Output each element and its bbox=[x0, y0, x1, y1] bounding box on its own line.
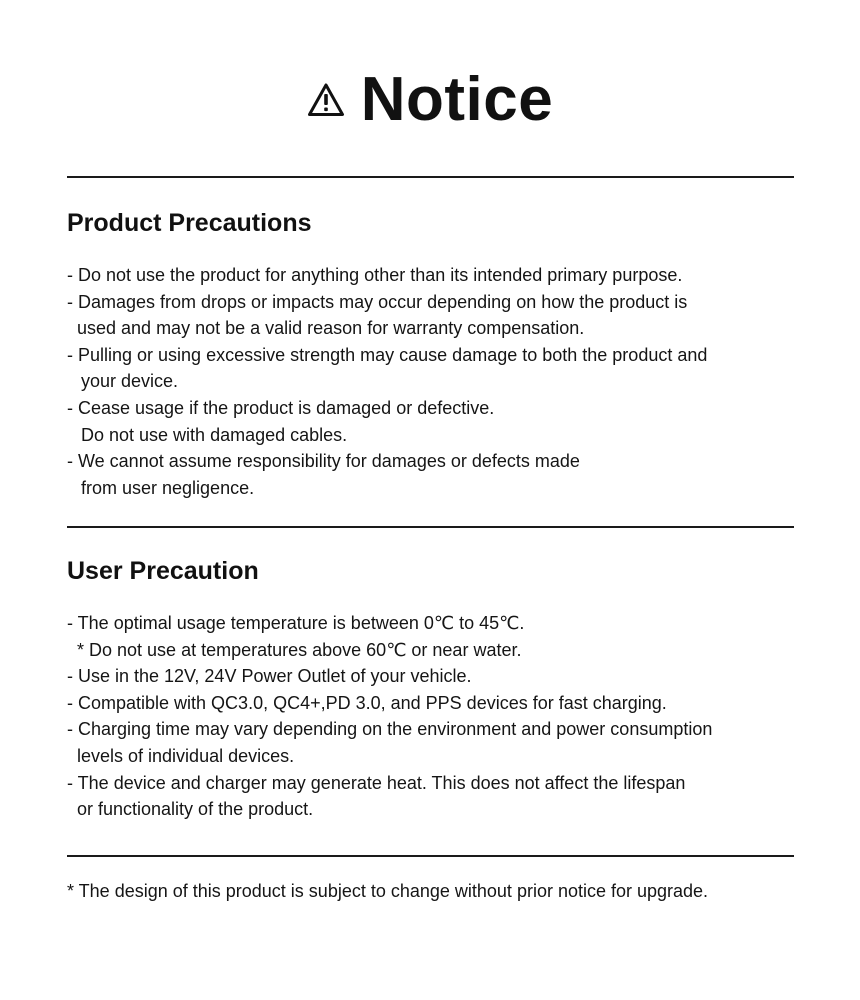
list-item bbox=[67, 770, 807, 823]
product-precautions-section bbox=[67, 206, 807, 501]
list-item bbox=[67, 448, 807, 501]
divider-middle bbox=[67, 526, 794, 528]
list-item bbox=[67, 690, 807, 717]
warning-triangle-icon bbox=[307, 82, 345, 118]
list-item-line: used and may not be a valid reason for warranty compensation. bbox=[77, 318, 585, 339]
list-item-line: - The device and charger may generate heat. This does not affect the lifespan bbox=[67, 772, 686, 793]
list-item-line: - Use in the 12V, 24V Power Outlet of your vehicle. bbox=[67, 666, 472, 687]
list-item-line: levels of individual devices. bbox=[77, 745, 295, 766]
list-item bbox=[67, 663, 807, 690]
list-item-line: - Damages from drops or impacts may occur depending on how the product is bbox=[67, 291, 688, 312]
list-item-line: or functionality of the product. bbox=[77, 799, 314, 820]
user-precaution-title: User Precaution bbox=[67, 557, 259, 585]
divider-top bbox=[67, 176, 794, 178]
list-item-line: - Do not use the product for anything other than its intended primary purpose. bbox=[67, 265, 683, 285]
footnote: * The design of this product is subject to change without prior notice for upgrade. bbox=[67, 881, 709, 901]
list-item-line: - We cannot assume responsibility for damages or defects made bbox=[67, 451, 580, 472]
list-item-line: - Compatible with QC3.0, QC4+,PD 3.0, and PPS devices for fast charging. bbox=[67, 692, 667, 713]
list-item-line: - The optimal usage temperature is between 0℃ to 45℃. bbox=[67, 613, 525, 633]
list-item-line: * Do not use at temperatures above 60℃ or near water. bbox=[77, 639, 522, 660]
divider-bottom bbox=[67, 855, 794, 857]
list-item-line: your device. bbox=[81, 371, 179, 392]
list-item bbox=[67, 716, 807, 769]
list-item-line: Do not use with damaged cables. bbox=[81, 424, 348, 445]
list-item-line: - Cease usage if the product is damaged or defective. bbox=[67, 397, 495, 418]
list-item-line: - Pulling or using excessive strength may cause damage to both the product and bbox=[67, 344, 708, 365]
list-item bbox=[67, 395, 807, 448]
list-item bbox=[67, 610, 807, 663]
list-item-line: from user negligence. bbox=[81, 477, 255, 498]
notice-header bbox=[0, 62, 860, 138]
list-item bbox=[67, 342, 807, 395]
list-item bbox=[67, 289, 807, 342]
list-item-line: - Charging time may vary depending on the environment and power consumption bbox=[67, 719, 713, 740]
product-precautions-title: Product Precautions bbox=[67, 209, 312, 237]
page-title: Notice bbox=[360, 65, 554, 134]
list-item bbox=[67, 262, 807, 289]
user-precaution-section bbox=[67, 554, 807, 823]
